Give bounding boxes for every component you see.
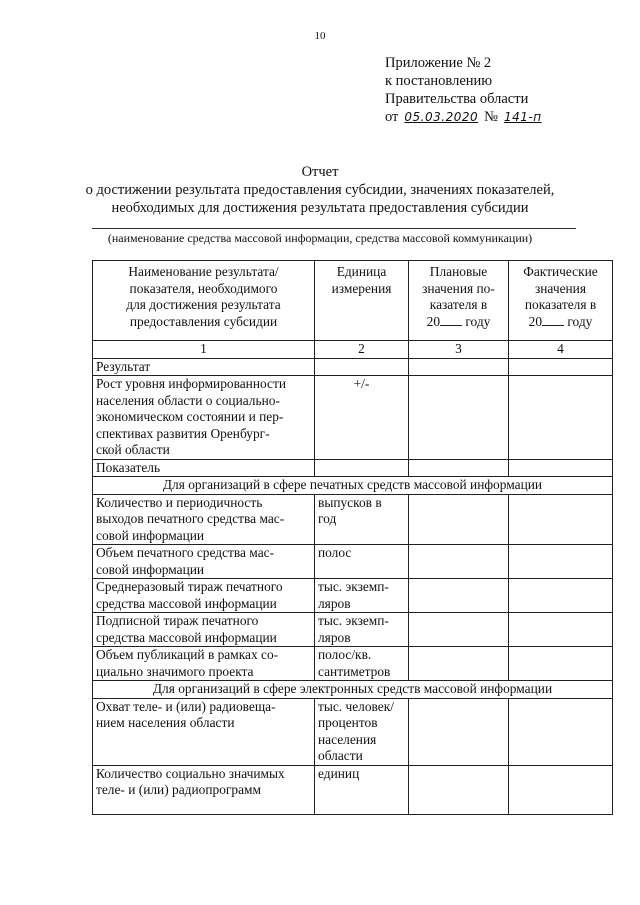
section-electronic: Для организаций в сфере электронных средств массовой информации [93,681,613,699]
indicator-unit: полос/кв. сантиметров [315,647,409,681]
section-row [93,477,613,495]
indicator-name: Подписной тираж печатного средства массовой информации [93,613,315,647]
indicator-name: Количество социально значимых теле- и (или) радиопрограмм [93,765,315,814]
indicator-name: Объем публикаций в рамках со- циально значимого проекта [93,647,315,681]
table-row [93,545,613,579]
header-row [93,261,613,341]
indicator-unit: тыс. экземп- ляров [315,613,409,647]
table-row [93,494,613,545]
header-actual: Фактические значения показателя в 20 году [509,261,613,341]
report-title [0,163,640,217]
media-name-caption: (наименование средства массовой информации, средства массовой коммуникации) [107,231,533,245]
indicator-unit: единиц [315,765,409,814]
header-unit: Единица измерения [315,261,409,341]
title-line-1: Отчет [301,164,339,180]
table-row [93,613,613,647]
date-value: 05.03.2020 [404,110,479,124]
appendix-line-3: Правительства области [385,91,529,107]
appendix-line-1: Приложение № 2 [385,55,492,71]
column-number-row [93,341,613,359]
table-row [93,698,613,765]
section-row [93,681,613,699]
date-prefix: от [385,109,399,125]
number-prefix: № [484,109,498,125]
appendix-date-line [385,108,542,126]
indicator-unit: тыс. человек/ процентов населения области [315,698,409,765]
report-table [92,260,613,815]
table-row [93,647,613,681]
section-print: Для организаций в сфере печатных средств массовой информации [93,477,613,495]
result-name: Рост уровня информированности населения области о социально- экономическом состоянии и пер- спективах развития Оренбург- ской области [93,376,315,460]
indicator-label: Показатель [93,459,315,477]
title-line-3: необходимых для достижения результата предоставления субсидии [111,200,529,216]
indicator-name: Количество и периодичность выходов печатного средства мас- совой информации [93,494,315,545]
result-unit: +/- [315,376,409,460]
page-number: 10 [314,30,326,42]
indicator-unit: полос [315,545,409,579]
title-line-2: о достижении результата предоставления субсидии, значениях показателей, [85,182,555,198]
header-name: Наименование результата/ показателя, необходимого для достижения результата предоставления субсидии [93,261,315,341]
indicator-unit: выпусков в год [315,494,409,545]
appendix-line-2: к постановлению [385,73,493,89]
number-value: 141-п [503,110,542,124]
indicator-name: Охват теле- и (или) радиовеща- нием населения области [93,698,315,765]
appendix-block [385,54,542,126]
table-row [93,579,613,613]
indicator-unit: тыс. экземп- ляров [315,579,409,613]
header-planned: Плановые значения по- казателя в 20 году [409,261,509,341]
table-row [93,459,613,477]
indicator-name: Объем печатного средства мас- совой информации [93,545,315,579]
table-row [93,376,613,460]
col-number: 4 [509,341,613,359]
col-number: 3 [409,341,509,359]
result-label: Результат [93,358,315,376]
col-number: 1 [93,341,315,359]
table-row [93,765,613,814]
signature-rule [92,228,576,229]
indicator-name: Среднеразовый тираж печатного средства массовой информации [93,579,315,613]
col-number: 2 [315,341,409,359]
table-row [93,358,613,376]
